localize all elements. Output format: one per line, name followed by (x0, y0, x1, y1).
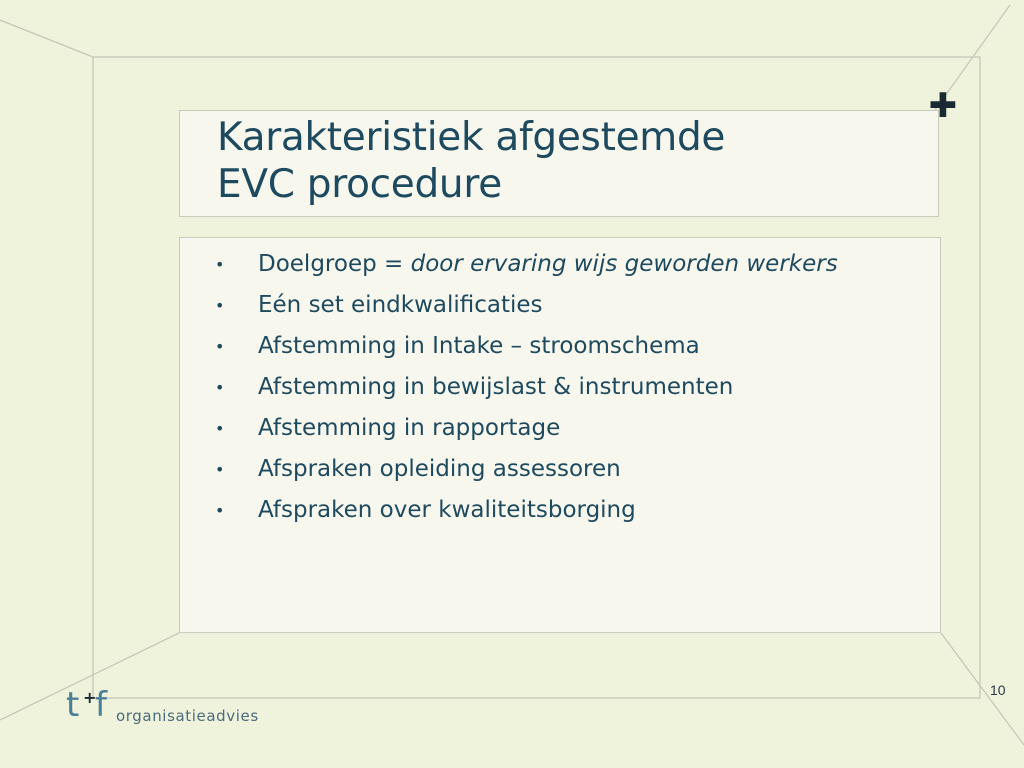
bullet-item-doelgroep (212, 248, 902, 281)
slide-title-line-2: EVC procedure (217, 162, 502, 207)
bullet-text: Afspraken over kwaliteitsborging (258, 497, 636, 523)
bullet-text: Afstemming in Intake – stroomschema (258, 333, 700, 359)
svg-text:f: f (95, 686, 107, 725)
plus-icon: ✚ (928, 86, 958, 126)
frame-diagonal-bottom-right (941, 633, 1024, 745)
slide-title-line-1: Karakteristiek afgestemde (217, 115, 726, 160)
bullet-item-intake (212, 330, 902, 363)
bullet-text-italic: door ervaring wijs geworden werkers (410, 251, 838, 277)
page-number: 10 (990, 682, 1006, 698)
svg-text:+: + (83, 688, 97, 707)
bullet-text-prefix: Doelgroep = (258, 251, 411, 277)
bullet-text: Afspraken opleiding assessoren (258, 456, 621, 482)
bullet-dot-icon: • (215, 296, 225, 315)
tf-logo-icon (66, 686, 118, 726)
bullet-list (212, 248, 902, 535)
bullet-text: Afstemming in rapportage (258, 415, 561, 441)
slide-title (217, 114, 725, 208)
bullet-item-rapportage (212, 412, 902, 445)
svg-text:t: t (66, 686, 80, 725)
title-panel (179, 110, 939, 217)
bullet-dot-icon: • (215, 255, 225, 274)
logo-text: organisatieadvies (116, 707, 259, 725)
bullet-dot-icon: • (215, 501, 225, 520)
bullet-text: Afstemming in bewijslast & instrumenten (258, 374, 734, 400)
bullet-item-assessoren (212, 453, 902, 486)
frame-diagonal-top-left (0, 20, 93, 57)
bullet-item-eindkwalificaties (212, 289, 902, 322)
bullet-dot-icon: • (215, 337, 225, 356)
bullet-dot-icon: • (215, 378, 225, 397)
bullet-dot-icon: • (215, 460, 225, 479)
bullet-item-kwaliteitsborging (212, 494, 902, 527)
company-logo (66, 686, 266, 730)
content-panel (179, 237, 941, 633)
bullet-dot-icon: • (215, 419, 225, 438)
bullet-item-bewijslast (212, 371, 902, 404)
bullet-text: Eén set eindkwalificaties (258, 292, 543, 318)
